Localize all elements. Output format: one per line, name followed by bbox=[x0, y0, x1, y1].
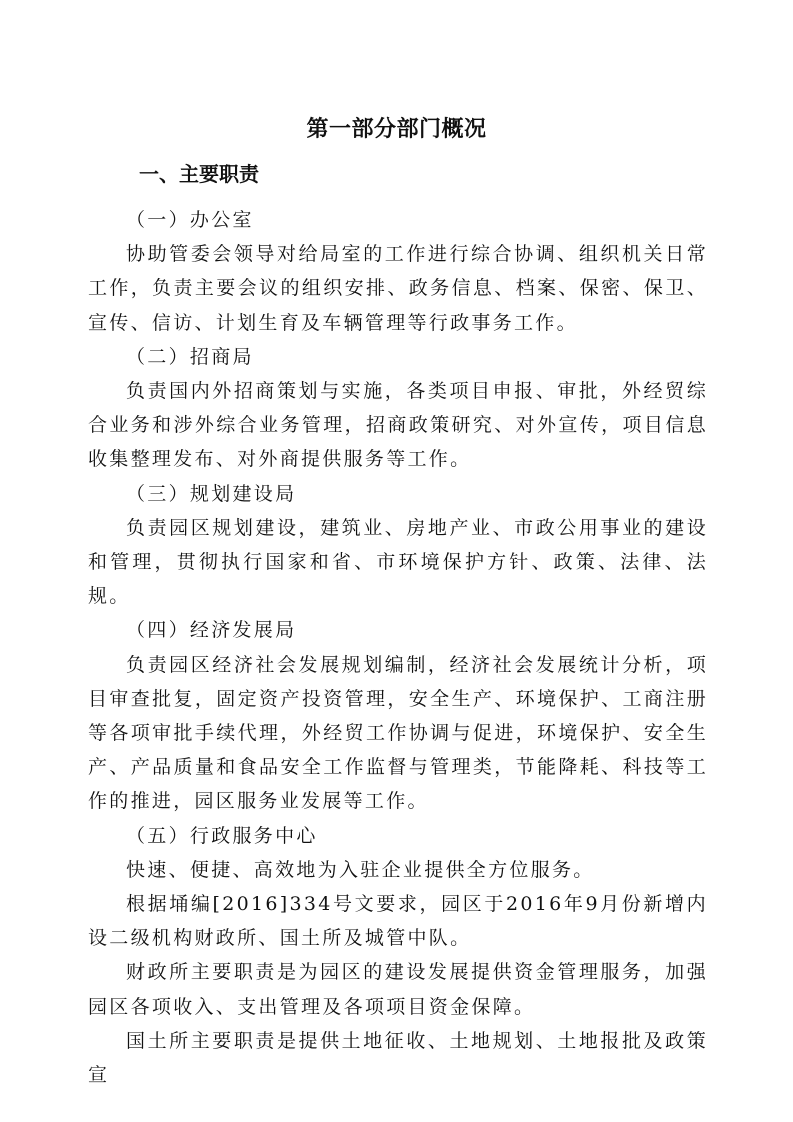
subheading-economic-bureau: （四）经济发展局 bbox=[126, 619, 297, 642]
subheading-office: （一）办公室 bbox=[126, 209, 254, 231]
paragraph-economic-bureau: 负责园区经济社会发展规划编制，经济社会发展统计分析，项目审查批复，固定资产投资管理，安全生产、环境保护、工商注册等各项审批手续代理，外经贸工作协调与促进，环境保护、安全生产、产品质量和食品安全工作监督与管理类，节能降耗、科技等工作的推进，园区服务业发展等工作。 bbox=[88, 653, 708, 813]
paragraph-investment-bureau: 负责国内外招商策划与实施，各类项目申报、审批，外经贸综合业务和涉外综合业务管理，招商政策研究、对外宣传，项目信息收集整理发布、对外商提供服务等工作。 bbox=[88, 380, 708, 471]
section-heading: 一、主要职责 bbox=[139, 162, 259, 186]
body-text bbox=[88, 203, 708, 1092]
paragraph-planning-bureau: 负责园区规划建设，建筑业、房地产业、市政公用事业的建设和管理，贯彻执行国家和省、市环境保护方针、政策、法律、法规。 bbox=[88, 516, 708, 608]
subheading-planning-bureau: （三）规划建设局 bbox=[126, 482, 297, 505]
subheading-service-center: （五）行政服务中心 bbox=[126, 824, 318, 847]
paragraph-finance-office: 财政所主要职责是为园区的建设发展提供资金管理服务，加强园区各项收入、支出管理及各项项目资金保障。 bbox=[88, 961, 708, 1018]
subheading-investment-bureau: （二）招商局 bbox=[126, 345, 254, 368]
paragraph-new-agencies: 根据埇编[2016]334号文要求，园区于2016年9月份新增内设二级机构财政所、国土所及城管中队。 bbox=[88, 893, 708, 950]
paragraph-service-center: 快速、便捷、高效地为入驻企业提供全方位服务。 bbox=[126, 858, 595, 881]
paragraph-land-office: 国土所主要职责是提供土地征收、土地规划、土地报批及政策宣 bbox=[88, 1029, 708, 1087]
paragraph-office: 协助管委会领导对给局室的工作进行综合协调、组织机关日常工作，负责主要会议的组织安排、政务信息、档案、保密、保卫、宣传、信访、计划生育及车辆管理等行政事务工作。 bbox=[88, 243, 708, 334]
page-title: 第一部分部门概况 bbox=[306, 117, 487, 142]
